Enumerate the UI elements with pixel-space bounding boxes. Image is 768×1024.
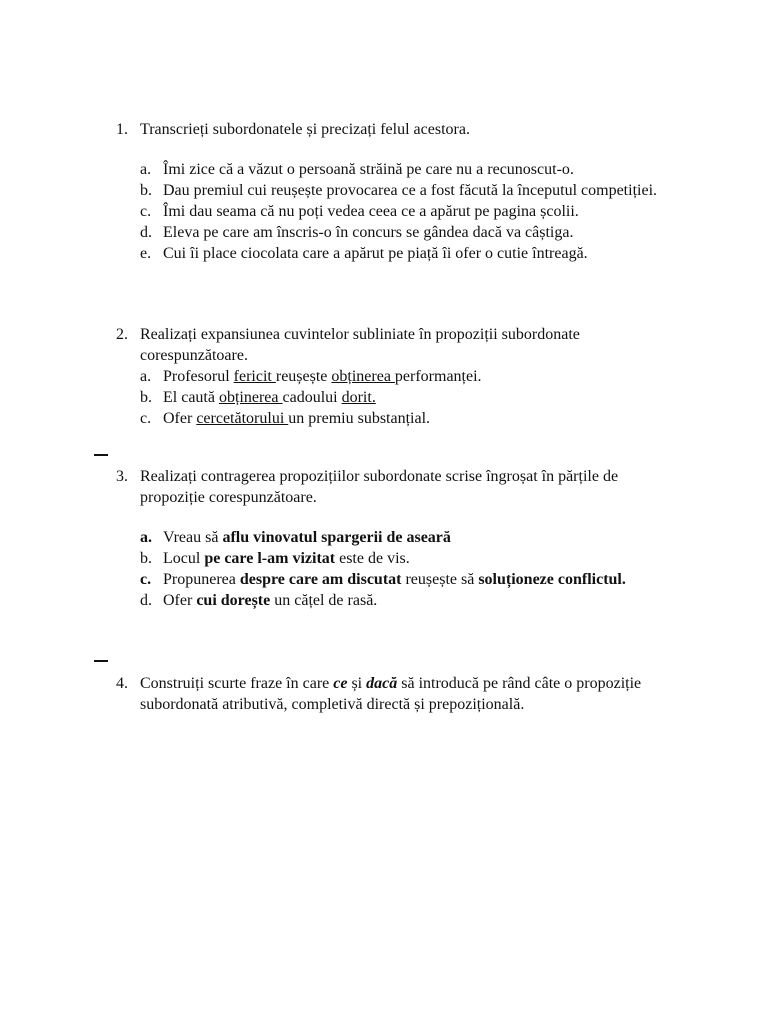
emphasized-word: ce (333, 675, 348, 692)
list-item (140, 387, 676, 408)
question-text: Realizați expansiunea cuvintelor subliniate în propoziții subordonate corespunzătoare. (140, 326, 580, 364)
item-letter: d. (140, 224, 152, 241)
item-text: Eleva pe care am înscris-o în concurs se gândea dacă va câștiga. (163, 224, 574, 241)
question-number: 3. (116, 468, 128, 485)
bold-clause: aflu vinovatul spargerii de aseară (222, 529, 451, 546)
item-text: Ofer cercetătorului un premiu substanțial. (163, 410, 431, 427)
item-text: Cui îi place ciocolata care a apărut pe piață îi ofer o cutie întreagă. (163, 245, 588, 262)
divider-dash (94, 454, 108, 456)
list-item (140, 180, 676, 201)
item-letter: c. (140, 203, 152, 220)
question-4 (116, 673, 676, 715)
question-text: Construiți scurte fraze în care ce și dacă să introducă pe rând câte o propoziție subordonată atributivă, completivă directă și prepozițională. (140, 675, 642, 713)
item-letter: b. (140, 550, 152, 567)
list-item (140, 222, 676, 243)
item-letter: c. (140, 410, 152, 427)
list-item (140, 408, 676, 429)
item-text: Propunerea despre care am discutat reușește să soluționeze conflictul. (163, 571, 626, 588)
item-letter: a. (140, 529, 152, 546)
item-list (140, 366, 676, 429)
item-list (140, 159, 676, 264)
list-item (140, 201, 676, 222)
list-item (140, 548, 676, 569)
question-number: 1. (116, 121, 128, 138)
bold-clause: despre care am discutat (239, 571, 402, 588)
item-text: Îmi zice că a văzut o persoană străină pe care nu a recunoscut-o. (163, 161, 574, 178)
question-text: Transcrieți subordonatele și precizați felul acestora. (140, 121, 470, 138)
question-text: Realizați contragerea propozițiilor subordonate scrise îngroșat în părțile de propoziție corespunzătoare. (140, 468, 619, 506)
question-1 (116, 119, 676, 264)
item-text: Îmi dau seama că nu poți vedea ceea ce a apărut pe pagina școlii. (163, 203, 579, 220)
item-text: El caută obținerea cadoului dorit. (163, 389, 376, 406)
list-item (140, 590, 676, 611)
underlined-word: obținerea (218, 389, 283, 406)
emphasized-word: dacă (366, 675, 398, 692)
bold-clause: pe care l-am vizitat (204, 550, 336, 567)
item-text: Dau premiul cui reușește provocarea ce a fost făcută la începutul competiției. (163, 182, 658, 199)
item-text: Ofer cui dorește un cățel de rasă. (163, 592, 378, 609)
bold-clause: soluționeze conflictul. (478, 571, 626, 588)
question-2 (116, 324, 676, 429)
question-number: 2. (116, 326, 128, 343)
item-letter: a. (140, 368, 152, 385)
underlined-word: fericit (233, 368, 276, 385)
item-letter: b. (140, 389, 152, 406)
item-letter: b. (140, 182, 152, 199)
list-item (140, 527, 676, 548)
item-letter: d. (140, 592, 152, 609)
item-text: Vreau să aflu vinovatul spargerii de aseară (163, 529, 451, 546)
question-3 (116, 466, 676, 611)
question-number: 4. (116, 675, 128, 692)
item-letter: c. (140, 571, 152, 588)
underlined-word: obținerea (331, 368, 395, 385)
item-letter: a. (140, 161, 152, 178)
underlined-word: cercetătorului (196, 410, 289, 427)
list-item (140, 159, 676, 180)
list-item (140, 569, 676, 590)
item-list (140, 527, 676, 611)
item-text: Locul pe care l-am vizitat este de vis. (163, 550, 410, 567)
list-item (140, 366, 676, 387)
divider-dash (94, 660, 108, 662)
item-text: Profesorul fericit reușește obținerea performanței. (163, 368, 482, 385)
item-letter: e. (140, 245, 152, 262)
list-item (140, 243, 676, 264)
underlined-word: dorit. (341, 389, 376, 406)
bold-clause: cui dorește (196, 592, 271, 609)
